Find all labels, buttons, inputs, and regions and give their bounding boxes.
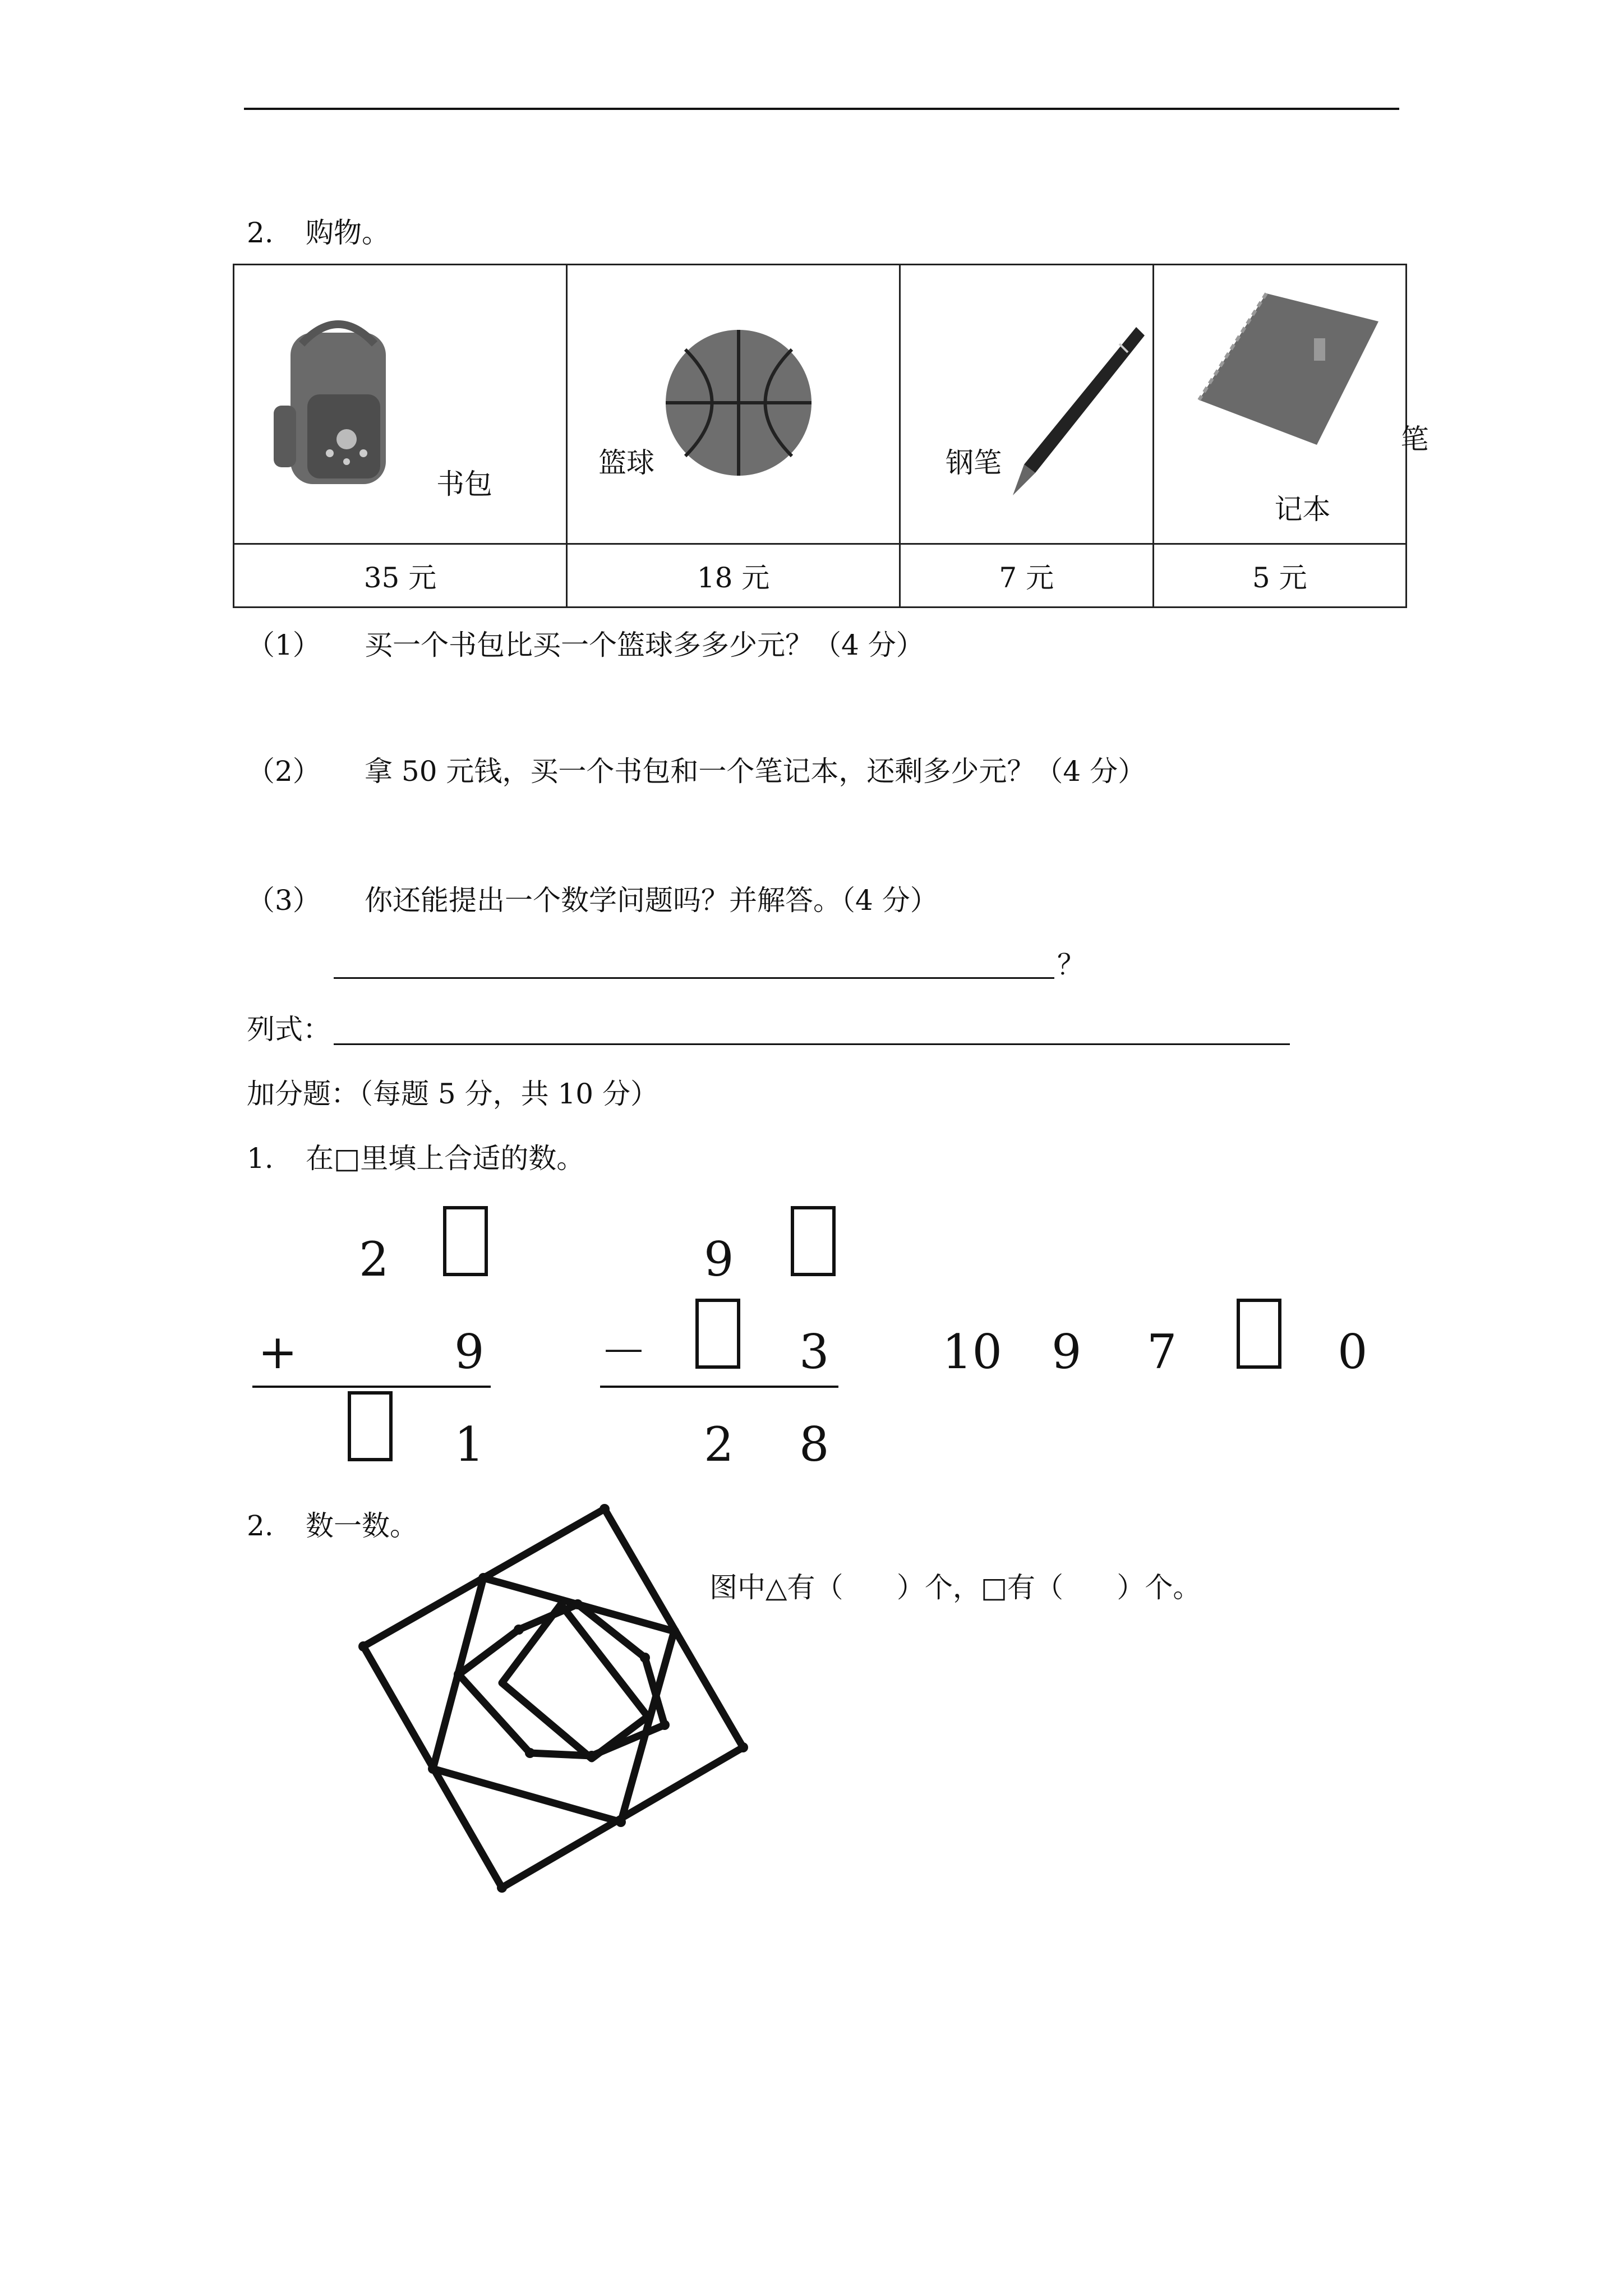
count-prompt: 图中△有（ ）个，□有（ ）个。 bbox=[709, 1571, 1201, 1604]
digit: 1 bbox=[454, 1417, 485, 1472]
sequence-number: 10 bbox=[942, 1324, 1002, 1379]
question-text: 数一数。 bbox=[306, 1510, 418, 1542]
digit: 2 bbox=[359, 1232, 389, 1287]
digit: 8 bbox=[799, 1417, 829, 1472]
question-mark: ？ bbox=[1057, 949, 1085, 981]
fill-box[interactable] bbox=[1237, 1299, 1281, 1369]
question-answer-line[interactable] bbox=[334, 977, 1054, 979]
item-price: 35 元 bbox=[234, 544, 567, 608]
sequence-number: 7 bbox=[1147, 1324, 1177, 1379]
item-name: 篮球 bbox=[598, 447, 655, 479]
question-number: 2. bbox=[247, 217, 274, 249]
digit: 9 bbox=[454, 1324, 485, 1379]
nested-squares-figure bbox=[336, 1492, 763, 1907]
shopping-table bbox=[233, 264, 1429, 608]
sub-question-text: 拿 50 元钱，买一个书包和一个笔记本，还剩多少元？（4 分） bbox=[365, 755, 1146, 788]
sub-question-number: （1） bbox=[247, 629, 321, 661]
section-title: 购物。 bbox=[306, 217, 390, 249]
sub-question-text: 买一个书包比买一个篮球多多少元？（4 分） bbox=[365, 629, 924, 661]
item-cell-backpack bbox=[234, 265, 567, 544]
fill-box[interactable] bbox=[443, 1206, 488, 1276]
sum-rule bbox=[252, 1386, 491, 1388]
fill-box[interactable] bbox=[695, 1299, 740, 1369]
question-text: 在□里填上合适的数。 bbox=[306, 1142, 585, 1175]
notebook-icon bbox=[1182, 288, 1384, 450]
digit: 3 bbox=[799, 1324, 829, 1379]
sub-question-text: 你还能提出一个数学问题吗？并解答。（4 分） bbox=[365, 884, 938, 917]
backpack-icon bbox=[268, 310, 403, 495]
item-name-line1: 笔 bbox=[1400, 423, 1429, 455]
item-name-line2: 记本 bbox=[1274, 493, 1331, 526]
difference-rule bbox=[600, 1386, 838, 1388]
formula-answer-line[interactable] bbox=[334, 1043, 1290, 1045]
question-number: 1. bbox=[247, 1142, 274, 1175]
sequence-number: 0 bbox=[1338, 1324, 1368, 1379]
item-cell-notebook bbox=[1153, 265, 1429, 544]
sub-question-number: （3） bbox=[247, 884, 321, 917]
fill-box[interactable] bbox=[791, 1206, 836, 1276]
digit: 9 bbox=[704, 1232, 734, 1287]
header-rule bbox=[244, 108, 1399, 110]
formula-label: 列式： bbox=[247, 1013, 331, 1046]
plus-sign: + bbox=[258, 1324, 298, 1379]
item-cell-pen bbox=[900, 265, 1153, 544]
minus-sign: － bbox=[600, 1324, 648, 1379]
item-price: 7 元 bbox=[900, 544, 1153, 608]
bonus-title: 加分题：（每题 5 分，共 10 分） bbox=[247, 1078, 659, 1110]
item-cell-basketball bbox=[567, 265, 900, 544]
item-name: 钢笔 bbox=[946, 447, 1002, 479]
fill-box[interactable] bbox=[348, 1391, 393, 1461]
item-price: 18 元 bbox=[567, 544, 900, 608]
basketball-icon bbox=[660, 324, 817, 481]
question-number: 2. bbox=[247, 1510, 274, 1542]
outer-square bbox=[363, 1509, 743, 1888]
item-name: 书包 bbox=[436, 468, 492, 500]
sub-question-number: （2） bbox=[247, 755, 321, 788]
sequence-number: 9 bbox=[1052, 1324, 1082, 1379]
digit: 2 bbox=[704, 1417, 734, 1472]
pen-icon bbox=[1007, 321, 1153, 501]
item-price: 5 元 bbox=[1153, 544, 1406, 608]
